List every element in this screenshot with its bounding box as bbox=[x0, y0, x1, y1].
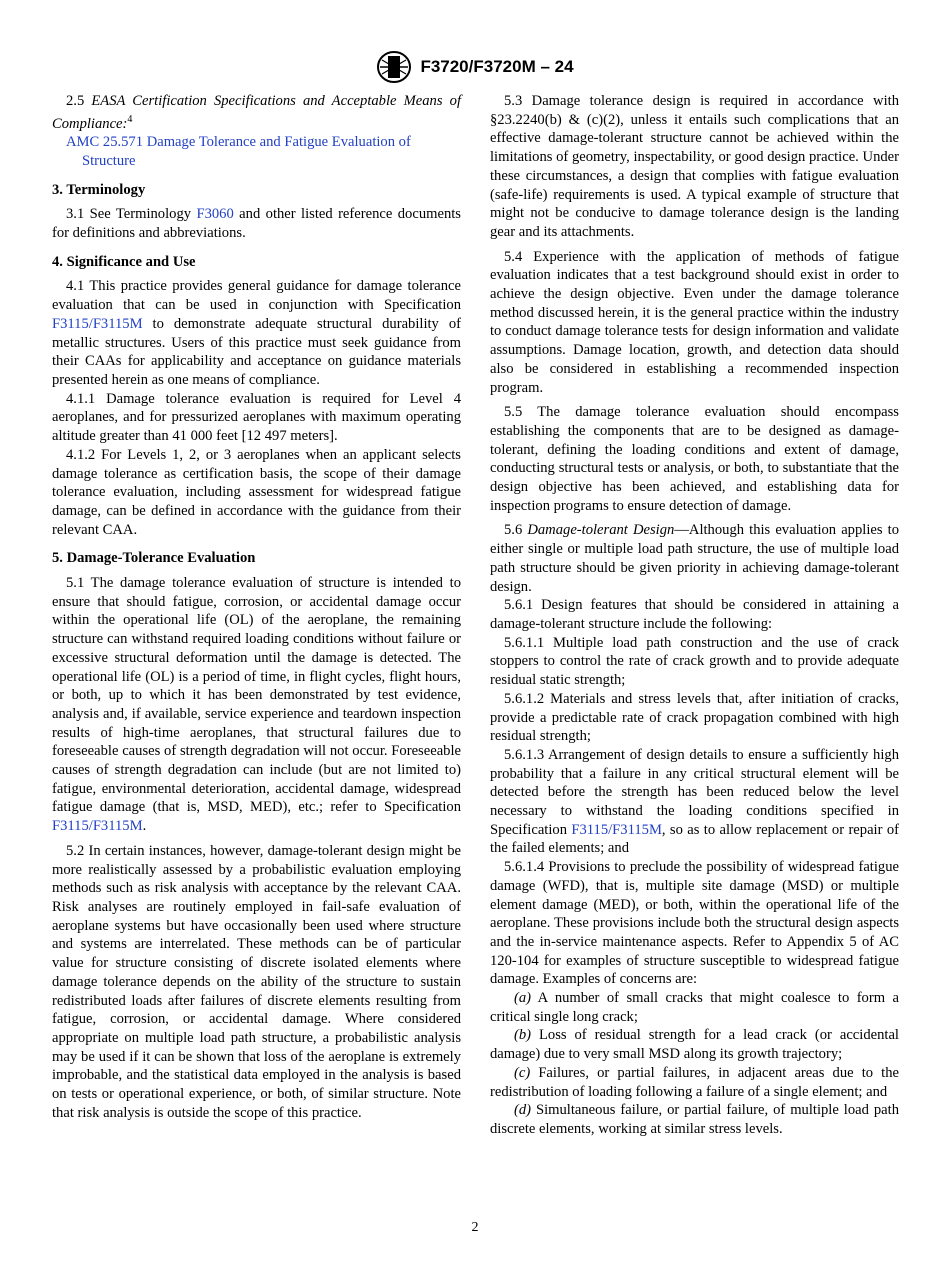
paragraph-5-6: 5.6 Damage-tolerant Design—Although this evaluation applies to either single or multiple load path structure, the use of multiple load path structure should be given priority in achieving damage-tolerant design. bbox=[490, 522, 899, 595]
link-f3115[interactable]: F3115/F3115M bbox=[52, 818, 143, 835]
paragraph-5-6-1-3: 5.6.1.3 Arrangement of design details to ensure a sufficiently high probability that a failure in any critical structural element will be detected before the strength has been reduced below the level necessary to withstand the loading conditions specified in Specification F3115/F3115M, so as to allow replacement or repair of the failed elements; and bbox=[490, 746, 899, 857]
link-f3115[interactable]: F3115/F3115M bbox=[52, 315, 143, 332]
paragraph-3-1: 3.1 See Terminology F3060 and other listed reference documents for definitions and abbreviations. bbox=[52, 206, 461, 242]
paragraph-5-5: 5.5 The damage tolerance evaluation should encompass establishing the components that are to be designed as damage-tolerant, defining the loading conditions and extent of damage, conducting structural tests or analysis, or both, to substantiate that the design objective has been achieved, and establishing data for inspection programs to ensure detection of damage. bbox=[490, 404, 899, 514]
paragraph-5-4: 5.4 Experience with the application of methods of fatigue evaluation indicates that a test background should exist in order to achieve the design objective. Even under the damage tolerance method discussed herein, it is the general practice within the industry to conduct damage tolerance tests for design information and validate assumptions. Damage location, growth, and detection data should also be considered in establishing a recommended inspection program. bbox=[490, 248, 899, 396]
heading-significance-and-use: 4. Significance and Use bbox=[52, 253, 196, 270]
heading-terminology: 3. Terminology bbox=[52, 181, 146, 198]
paragraph-5-3: 5.3 Damage tolerance design is required in accordance with §23.2240(b) & (c)(2), unless it entails such complications that an effective damage-tolerant structure cannot be achieved within the limitations of geometry, inspectability, or good design practice. Under these circumstances, a design that complies with fatigue evaluation (safe-life) requirements is used. A typical example of structure that might not be conducive to damage tolerance design is the landing gear and its attachments. bbox=[490, 93, 899, 240]
paragraph-4-1-2: 4.1.2 For Levels 1, 2, or 3 aeroplanes when an applicant selects damage tolerance as certification basis, the scope of their damage tolerance evaluation, including assessment for widespread fatigue damage, can be defined in accordance with the guidance from their relevant CAA. bbox=[52, 446, 461, 538]
heading-damage-tolerance-evaluation: 5. Damage-Tolerance Evaluation bbox=[52, 550, 256, 567]
page-header bbox=[0, 50, 950, 89]
section-2-5: 2.5 EASA Certification Specifications and Acceptable Means of Compliance:$^4$ bbox=[52, 93, 461, 132]
amc-reference[interactable]: AMC 25.571 Damage Tolerance and Fatigue Evaluation of Structure bbox=[66, 134, 411, 169]
paragraph-4-1: 4.1 This practice provides general guidance for damage tolerance evaluation that can be used in conjunction with Specification F3115/F3115M to demonstrate adequate structural durability of metallic structures. Users of this practice must seek guidance from their CAAs for applicability and acceptance on guidance materials presented herein as one means of compliance. bbox=[52, 278, 461, 388]
paragraph-5-2: 5.2 In certain instances, however, damage-tolerant design might be more realistically assessed by a probabilistic evaluation employing methods such as risk analysis with acceptance by the relevant CAA. Risk analyses are routinely employed in fail-safe evaluation of aeroplane systems but have occasionally been used where structure and systems are interrelated. These methods can be of particular value for structure consisting of discrete isolated elements where damage tolerance depends on the ability of the structure to sustain redistributed loads after failures of discrete elements resulting from fatigue, corrosion, or accidental damage. Where considered appropriate on multiple load path structure, a probabilistic analysis may be used if it can be shown that loss of the aeroplane is extremely improbable, and the statistical data employed in the analysis is based on tests or operational experience, or both, of similar structure. Note that risk analysis is outside the scope of this practice. bbox=[52, 842, 461, 1121]
link-f3115[interactable]: F3115/F3115M bbox=[571, 821, 662, 838]
paragraph-5-6-1: 5.6.1 Design features that should be considered in attaining a damage-tolerant structure include the following: bbox=[490, 597, 899, 632]
astm-logo-icon bbox=[376, 50, 412, 84]
right-column bbox=[490, 92, 899, 1139]
list-item-d: (d) Simultaneous failure, or partial failure, of multiple load path discrete elements, working at similar stress levels. bbox=[490, 1102, 899, 1137]
link-f3060[interactable]: F3060 bbox=[196, 206, 234, 223]
paragraph-5-6-1-1: 5.6.1.1 Multiple load path construction and the use of crack stoppers to control the rate of crack growth and to provide adequate residual static strength; bbox=[490, 634, 899, 689]
paragraph-4-1-1: 4.1.1 Damage tolerance evaluation is required for Level 4 aeroplanes, and for pressurized aeroplanes with maximum operating altitude greater than 41 000 feet [12 497 meters]. bbox=[52, 390, 461, 445]
paragraph-5-1: 5.1 The damage tolerance evaluation of structure is intended to ensure that should fatigue, corrosion, or accidental damage occur within the operational life (OL) of the aeroplane, the remaining structure can withstand required loading conditions without failure or excessive structural deformation until the damage is detected. The operational life (OL) is a period of time, in flight cycles, flight hours, or both, up to which it has been demonstrated by test evidence, analysis and, if available, service experience and teardown inspection results of high-time aeroplanes, that structural failures due to foreseeable causes of strength degradation will not occur. Foreseeable causes of strength degradation can include (but are not limited to) fatigue, environmental deterioration, accidental damage, widespread fatigue damage (that is, MSD, MED), etc.; refer to Specification F3115/F3115M. bbox=[52, 575, 461, 835]
left-column bbox=[52, 92, 461, 1122]
standard-designation: F3720/F3720M – 24 bbox=[420, 57, 574, 76]
paragraph-5-6-1-4: 5.6.1.4 Provisions to preclude the possibility of widespread fatigue damage (WFD), that is, multiple site damage (MSD) or multiple element damage (MED), or both, within the operational life of the aeroplane. These provisions include both the structural design aspects and the in-service maintenance aspects. Refer to Appendix 5 of AC 120-104 for examples of structure susceptible to widespread fatigue damage. Examples of concerns are: bbox=[490, 859, 899, 988]
list-item-a: (a) A number of small cracks that might coalesce to form a critical single long crack; bbox=[490, 990, 899, 1025]
paragraph-5-6-1-2: 5.6.1.2 Materials and stress levels that, after initiation of cracks, provide a predictable rate of crack propagation combined with high residual strength; bbox=[490, 690, 899, 745]
list-item-b: (b) Loss of residual strength for a lead crack (or accidental damage) due to very small MSD along its growth trajectory; bbox=[490, 1027, 899, 1063]
page-number: 2 bbox=[471, 1220, 479, 1235]
list-item-c: (c) Failures, or partial failures, in adjacent areas due to the redistribution of loading following a failure of a single element; and bbox=[490, 1064, 899, 1100]
